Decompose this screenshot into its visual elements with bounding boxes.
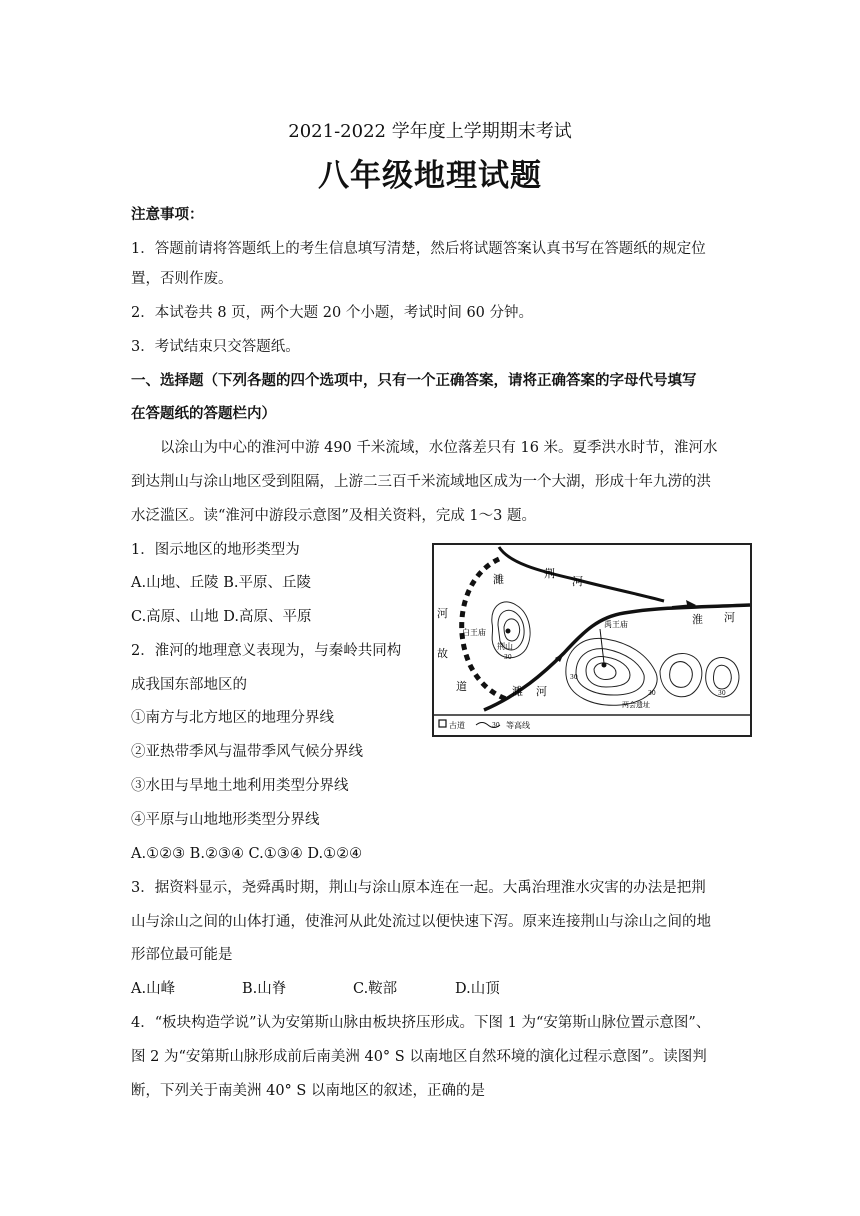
question-3-option-d: D.山顶 <box>455 981 500 997</box>
question-2-statement-3: ③水田与旱地土地利用类型分界线 <box>131 778 349 794</box>
passage-line-1: 以涂山为中心的淮河中游 490 千米流域，水位落差只有 16 米。夏季洪水时节，淮河水 <box>160 440 718 456</box>
legend-contour-label: 等高线 <box>506 721 530 730</box>
map-label-gu-2: 故 <box>437 647 448 660</box>
jinghe-river <box>499 547 664 601</box>
question-2-statement-1: ①南方与北方地区的地理分界线 <box>131 710 334 726</box>
yuwangmiao-dot <box>602 663 607 668</box>
contour-value-b: 30 <box>570 674 578 681</box>
map-label-lianghui-site: 两会遗址 <box>622 701 650 709</box>
legend-contour-value: 30 <box>492 722 500 729</box>
map-label-jing-1: 荆 <box>544 567 555 580</box>
question-3-option-b: B.山脊 <box>242 981 287 997</box>
passage-line-3: 水泛滥区。读“淮河中游段示意图”及相关资料，完成 1～3 题。 <box>131 508 536 524</box>
map-label-sui-top: 濉 <box>493 573 504 586</box>
question-2-stem-line-1: 2．淮河的地理意义表现为，与秦岭共同构 <box>131 643 402 659</box>
legend-old-course-symbol <box>439 720 446 727</box>
question-1-stem: 1．图示地区的地形类型为 <box>131 542 300 558</box>
contour-value-c: 30 <box>648 690 656 697</box>
huaihe-map-figure <box>432 543 752 737</box>
map-label-gu-3: 道 <box>456 680 467 693</box>
notice-item-1-line-1: 1．答题前请将答题纸上的考生信息填写清楚，然后将试题答案认真书写在答题纸的规定位 <box>131 241 706 257</box>
question-1-options-line-2: C.高原、山地 D.高原、平原 <box>131 609 312 625</box>
question-3-option-a: A.山峰 <box>131 981 176 997</box>
map-label-huai-2: 河 <box>724 611 735 624</box>
document-title: 八年级地理试题 <box>318 158 542 194</box>
question-1-options-line-1: A.山地、丘陵 B.平原、丘陵 <box>131 575 311 591</box>
huaihe-map-svg <box>434 545 750 735</box>
section-1-heading-line-2: 在答题纸的答题栏内） <box>131 406 276 422</box>
baiwangmiao-dot <box>506 629 511 634</box>
map-label-baiwangmiao: 白王庙 <box>462 628 486 637</box>
contour-value-d: 30 <box>718 690 726 697</box>
legend-old-course-label: 古道 <box>449 721 465 730</box>
map-label-sui-bottom-1: 濉 <box>512 685 523 698</box>
contour-value-a: 30 <box>504 654 512 661</box>
question-3-stem-line-2: 山与涂山之间的山体打通，使淮河从此处流过以便快速下泻。原来连接荆山与涂山之间的地 <box>131 914 711 930</box>
question-2-stem-line-2: 成我国东部地区的 <box>131 677 247 693</box>
notice-item-3: 3．考试结束只交答题纸。 <box>131 339 300 355</box>
yuwangmiao-pointer <box>600 629 604 663</box>
passage-line-2: 到达荆山与涂山地区受到阻隔，上游二三百千米流域地区成为一个大湖，形成十年九涝的洪 <box>131 474 711 490</box>
question-2-statement-2: ②亚热带季风与温带季风气候分界线 <box>131 744 363 760</box>
question-4-stem-line-3: 断，下列关于南美洲 40° S 以南地区的叙述，正确的是 <box>131 1083 485 1099</box>
notice-heading: 注意事项： <box>131 207 204 223</box>
question-3-stem-line-3: 形部位最可能是 <box>131 947 233 963</box>
map-label-gu-1: 河 <box>437 607 448 620</box>
map-label-jing-2: 河 <box>572 575 583 588</box>
section-1-heading-line-1: 一、选择题（下列各题的四个选项中，只有一个正确答案，请将正确答案的字母代号填写 <box>131 373 697 389</box>
question-4-stem-line-2: 图 2 为“安第斯山脉形成前后南美洲 40° S 以南地区自然环境的演化过程示意图”。读图判 <box>131 1049 707 1065</box>
map-label-yuwangmiao: 禹王庙 <box>604 620 628 629</box>
map-label-sui-bottom-2: 河 <box>536 685 547 698</box>
question-4-stem-line-1: 4．“板块构造学说”认为安第斯山脉由板块挤压形成。下图 1 为“安第斯山脉位置示意图”、 <box>131 1015 711 1031</box>
map-label-jingshan: 荆山 <box>497 642 513 651</box>
notice-item-1-line-2: 置，否则作废。 <box>131 271 233 287</box>
map-label-huai-1: 淮 <box>692 613 703 626</box>
question-3-stem-line-1: 3．据资料显示，尧舜禹时期，荆山与涂山原本连在一起。大禹治理淮水灾害的办法是把荆 <box>131 880 706 896</box>
notice-item-2: 2．本试卷共 8 页，两个大题 20 个小题，考试时间 60 分钟。 <box>131 305 534 321</box>
question-2-options: A.①②③ B.②③④ C.①③④ D.①②④ <box>131 846 363 862</box>
question-3-option-c: C.鞍部 <box>353 981 398 997</box>
question-2-statement-4: ④平原与山地地形类型分界线 <box>131 812 320 828</box>
exam-title: 2021-2022 学年度上学期期末考试 <box>288 121 572 142</box>
